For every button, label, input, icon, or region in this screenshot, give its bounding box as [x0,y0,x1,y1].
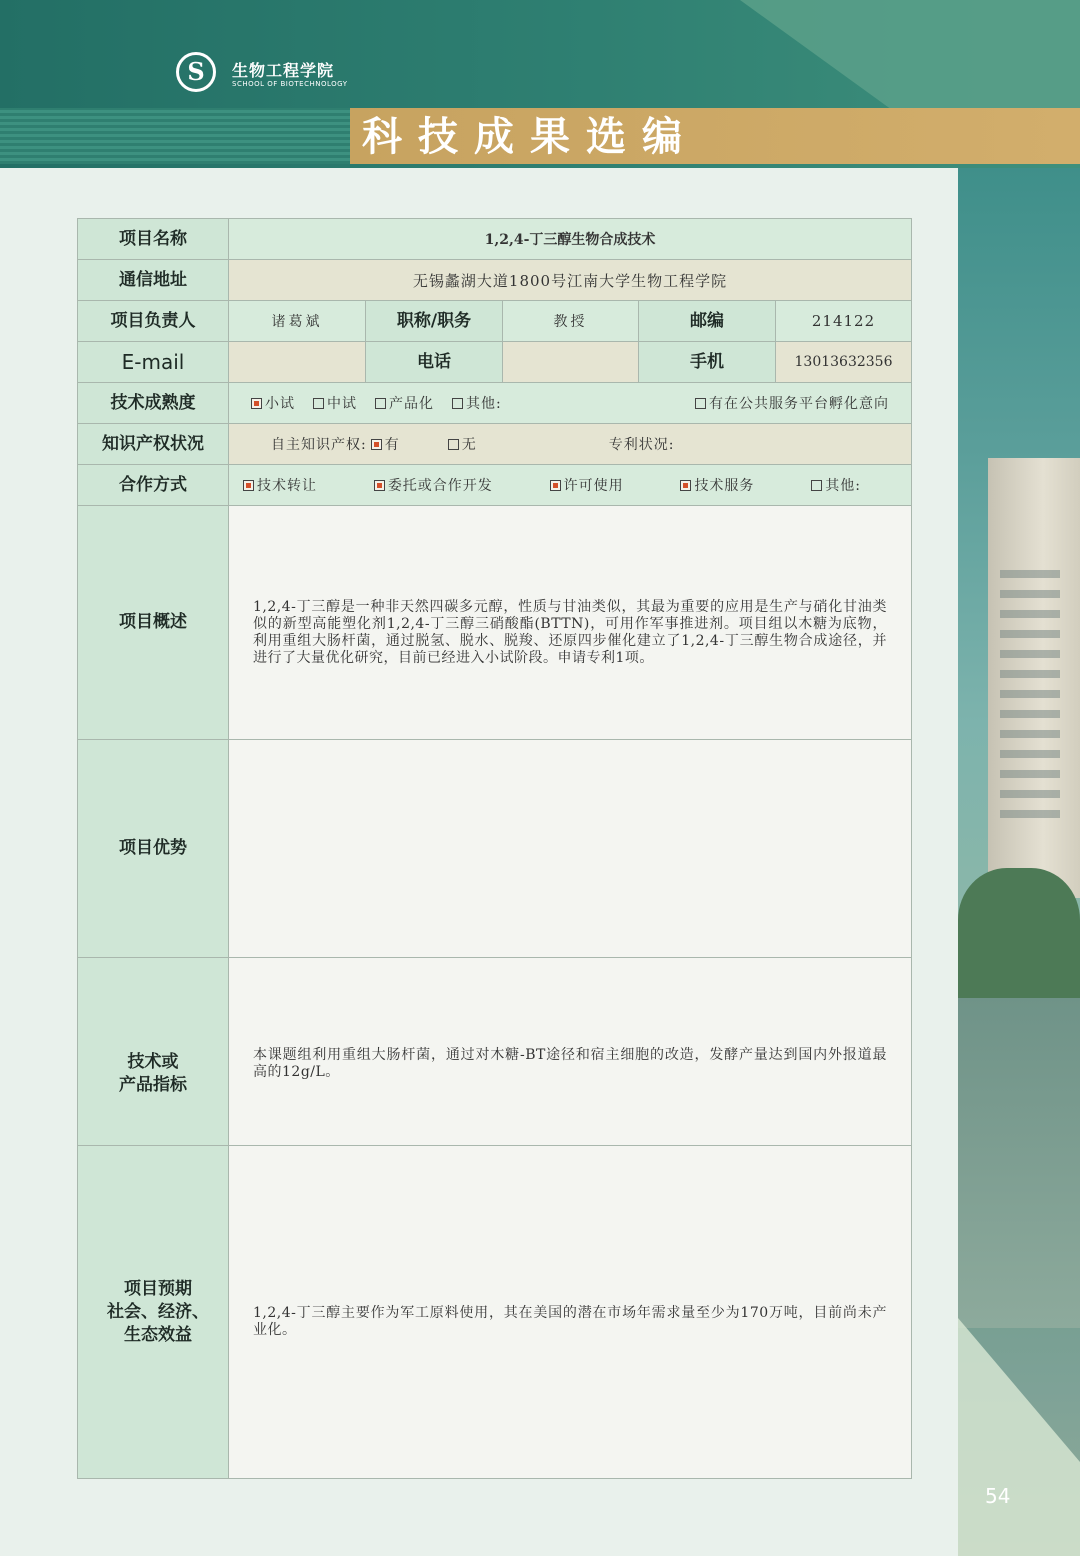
checkbox-icon [550,480,561,491]
maturity-option-incubation[interactable]: 有在公共服务平台孵化意向 [695,393,889,413]
benefit-text: 1,2,4-丁三醇主要作为军工原料使用，其在美国的潜在市场年需求量至少为170万吨，目前尚未产业化。 [253,1305,887,1338]
value-email [229,342,366,383]
label-phone: 电话 [366,342,503,383]
checkbox-icon [251,398,262,409]
checkbox-icon [452,398,463,409]
ip-options [229,434,911,454]
page-number: 54 [985,1484,1011,1508]
label-zip: 邮编 [639,301,776,342]
logo-english-name: SCHOOL OF BIOTECHNOLOGY [232,80,348,88]
maturity-option-product[interactable]: 产品化 [375,393,434,413]
label-ip: 知识产权状况 [78,424,229,465]
row-name [78,219,912,260]
label-indicator: 技术或 产品指标 [78,958,229,1146]
checkbox-icon [371,439,382,450]
maturity-option-pilot[interactable]: 小试 [251,393,295,413]
row-coop [78,465,912,506]
label-leader: 项目负责人 [78,301,229,342]
value-name: 1,2,4-丁三醇生物合成技术 [229,219,912,260]
checkbox-icon [243,480,254,491]
school-logo [176,52,356,96]
ip-option-yes[interactable]: 有 [371,434,400,454]
label-email: E-mail [78,342,229,383]
ip-prefix: 自主知识产权: [271,437,367,453]
logo-mark-icon: S [176,52,216,92]
trees-image [958,868,1080,998]
label-coop: 合作方式 [78,465,229,506]
value-leader: 诸葛斌 [229,301,366,342]
coop-option-license[interactable]: 许可使用 [550,475,624,495]
checkbox-icon [448,439,459,450]
coop-option-service[interactable]: 技术服务 [680,475,754,495]
row-maturity [78,383,912,424]
coop-option-other[interactable]: 其他: [811,475,861,495]
coop-option-transfer[interactable]: 技术转让 [243,475,317,495]
row-address [78,260,912,301]
value-zip: 214122 [776,301,912,342]
label-name: 项目名称 [78,219,229,260]
coop-option-joint-dev[interactable]: 委托或合作开发 [374,475,493,495]
checkbox-icon [375,398,386,409]
label-advantage: 项目优势 [78,740,229,958]
value-mobile: 13013632356 [776,342,912,383]
value-phone [503,342,639,383]
section-title-band [350,108,1080,164]
checkbox-icon [313,398,324,409]
advantage-text [229,839,911,859]
label-address: 通信地址 [78,260,229,301]
label-mobile: 手机 [639,342,776,383]
indicator-text: 本课题组利用重组大肠杆菌，通过对木糖-BT途径和宿主细胞的改造，发酵产量达到国内外报道最高的12g/L。 [253,1046,887,1080]
maturity-option-other[interactable]: 其他: [452,393,502,413]
maturity-option-mid[interactable]: 中试 [313,393,357,413]
value-title: 教授 [503,301,639,342]
row-benefit [78,1146,912,1479]
row-overview [78,506,912,740]
checkbox-icon [374,480,385,491]
label-benefit: 项目预期 社会、经济、 生态效益 [78,1146,229,1479]
row-advantage [78,740,912,958]
patent-status: 专利状况: [608,437,675,453]
label-overview: 项目概述 [78,506,229,740]
overview-text: 1,2,4-丁三醇是一种非天然四碳多元醇，性质与甘油类似，其最为重要的应用是生产与硝化甘油类似的新型高能塑化剂1,2,4-丁三醇三硝酸酯(BTTN)，可用作军事推进剂。项目组以木糖为底物，利用重组大肠杆菌，通过脱氢、脱水、脱羧、还原四步催化建立了1,2,4-丁三醇生物合成途径，并进行了大量优化研究，目前已经进入小试阶段。申请专利1项。 [253,598,887,666]
value-address: 无锡蠡湖大道1800号江南大学生物工程学院 [229,260,912,301]
row-contact [78,342,912,383]
label-maturity: 技术成熟度 [78,383,229,424]
section-title: 科技成果选编 [362,114,698,160]
label-title: 职称/职务 [366,301,503,342]
checkbox-icon [695,398,706,409]
coop-options [229,475,911,495]
header-decoration [740,0,1080,110]
ip-option-no[interactable]: 无 [448,434,477,454]
row-leader [78,301,912,342]
row-ip [78,424,912,465]
row-indicator [78,958,912,1146]
campus-photo [958,168,1080,1556]
maturity-options [229,393,911,413]
header-stripes [0,108,350,164]
lake-image [958,998,1080,1328]
logo-chinese-name: 生物工程学院 [232,61,335,80]
checkbox-icon [811,480,822,491]
project-info-table [77,218,912,1479]
checkbox-icon [680,480,691,491]
